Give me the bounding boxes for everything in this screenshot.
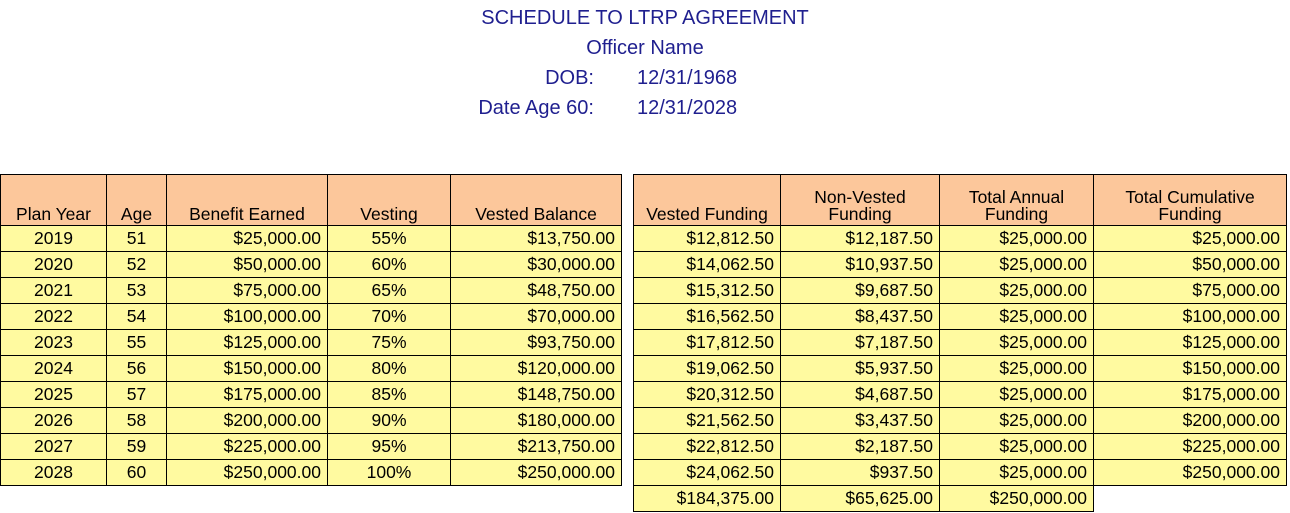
cell-age: 60 [107, 460, 167, 486]
column-header-benefit-earned: Benefit Earned [167, 175, 328, 226]
cell-age: 52 [107, 252, 167, 278]
cell-vesting: 85% [328, 382, 451, 408]
cell-vested-balance: $48,750.00 [451, 278, 622, 304]
cell-vesting: 70% [328, 304, 451, 330]
table-row [1, 460, 622, 486]
cell-total-cumulative-funding: $250,000.00 [1094, 460, 1287, 486]
cell-total-annual-funding: $25,000.00 [940, 304, 1094, 330]
dob-value: 12/31/1968 [637, 67, 738, 89]
cell-vested-balance: $13,750.00 [451, 226, 622, 252]
cell-plan-year: 2022 [1, 304, 107, 330]
cell-vested-balance: $120,000.00 [451, 356, 622, 382]
cell-non-vested-funding: $4,687.50 [781, 382, 940, 408]
cell-total-cumulative-funding: $25,000.00 [1094, 226, 1287, 252]
table-row [1, 434, 622, 460]
cell-total-cumulative-funding: $175,000.00 [1094, 382, 1287, 408]
cell-vested-funding: $21,562.50 [634, 408, 781, 434]
cell-total-annual-funding: $25,000.00 [940, 226, 1094, 252]
cell-vesting: 75% [328, 330, 451, 356]
cell-total-annual-funding: $25,000.00 [940, 252, 1094, 278]
column-header-plan-year: Plan Year [1, 175, 107, 226]
cell-total-cumulative-funding: $150,000.00 [1094, 356, 1287, 382]
header-line: Total Cumulative [1125, 187, 1255, 207]
cell-non-vested-funding: $8,437.50 [781, 304, 940, 330]
cell-total-annual-funding: $25,000.00 [940, 330, 1094, 356]
cell-vesting: 100% [328, 460, 451, 486]
cell-benefit-earned: $200,000.00 [167, 408, 328, 434]
cell-benefit-earned: $50,000.00 [167, 252, 328, 278]
table-row [634, 226, 1287, 252]
dob-label: DOB: [545, 67, 594, 89]
header-line: Funding [828, 204, 892, 224]
table-row [634, 460, 1287, 486]
cell-total-cumulative-funding: $100,000.00 [1094, 304, 1287, 330]
table-header-row [634, 175, 1287, 226]
table-row [634, 278, 1287, 304]
table-row [1, 382, 622, 408]
cell-vested-funding: $22,812.50 [634, 434, 781, 460]
cell-total-cumulative-funding: $225,000.00 [1094, 434, 1287, 460]
cell-total-annual-funding: $25,000.00 [940, 356, 1094, 382]
cell-non-vested-funding: $3,437.50 [781, 408, 940, 434]
cell-vested-balance: $250,000.00 [451, 460, 622, 486]
age60-label: Date Age 60: [478, 97, 594, 119]
table-row [1, 304, 622, 330]
cell-age: 58 [107, 408, 167, 434]
cell-non-vested-funding: $9,687.50 [781, 278, 940, 304]
cell-plan-year: 2019 [1, 226, 107, 252]
table-row [634, 356, 1287, 382]
header-line: Total Annual [968, 187, 1065, 207]
cell-vested-funding: $12,812.50 [634, 226, 781, 252]
table-row [634, 434, 1287, 460]
cell-total-annual-funding: $25,000.00 [940, 434, 1094, 460]
cell-benefit-earned: $125,000.00 [167, 330, 328, 356]
vesting-schedule-table [0, 174, 622, 486]
cell-vested-balance: $30,000.00 [451, 252, 622, 278]
cell-plan-year: 2026 [1, 408, 107, 434]
cell-plan-year: 2028 [1, 460, 107, 486]
table-row [1, 252, 622, 278]
cell-plan-year: 2023 [1, 330, 107, 356]
header-line: Non-Vested [814, 187, 906, 207]
cell-benefit-earned: $25,000.00 [167, 226, 328, 252]
cell-benefit-earned: $100,000.00 [167, 304, 328, 330]
cell-benefit-earned: $250,000.00 [167, 460, 328, 486]
table-header-row [1, 175, 622, 226]
cell-vested-funding: $19,062.50 [634, 356, 781, 382]
table-row [634, 408, 1287, 434]
cell-non-vested-funding: $10,937.50 [781, 252, 940, 278]
table-row [1, 278, 622, 304]
cell-plan-year: 2021 [1, 278, 107, 304]
cell-non-vested-funding: $937.50 [781, 460, 940, 486]
cell-vested-funding: $14,062.50 [634, 252, 781, 278]
age60-value: 12/31/2028 [637, 97, 738, 119]
cell-age: 57 [107, 382, 167, 408]
cell-non-vested-funding: $7,187.50 [781, 330, 940, 356]
cell-age: 59 [107, 434, 167, 460]
cell-vested-balance: $148,750.00 [451, 382, 622, 408]
cell-benefit-earned: $150,000.00 [167, 356, 328, 382]
table-row [1, 408, 622, 434]
cell-plan-year: 2024 [1, 356, 107, 382]
cell-benefit-earned: $225,000.00 [167, 434, 328, 460]
header-line: Vested Funding [646, 204, 768, 224]
cell-vesting: 80% [328, 356, 451, 382]
cell-age: 53 [107, 278, 167, 304]
header-line: Funding [984, 204, 1049, 224]
cell-age: 51 [107, 226, 167, 252]
cell-total-cumulative-funding: $200,000.00 [1094, 408, 1287, 434]
column-header-age: Age [107, 175, 167, 226]
cell-total-cumulative-funding: $125,000.00 [1094, 330, 1287, 356]
cell-total-cumulative-funding: $50,000.00 [1094, 252, 1287, 278]
column-header-non-vested-funding [781, 175, 940, 226]
cell-total-annual-funding: $25,000.00 [940, 382, 1094, 408]
cell-total-annual-funding: $25,000.00 [940, 408, 1094, 434]
cell-vested-funding: $16,562.50 [634, 304, 781, 330]
total-non-vested-funding: $65,625.00 [781, 486, 940, 512]
cell-age: 54 [107, 304, 167, 330]
cell-age: 56 [107, 356, 167, 382]
cell-vested-funding: $17,812.50 [634, 330, 781, 356]
cell-vested-funding: $20,312.50 [634, 382, 781, 408]
cell-benefit-earned: $175,000.00 [167, 382, 328, 408]
cell-vesting: 65% [328, 278, 451, 304]
column-header-total-annual-funding [940, 175, 1094, 226]
totals-row [634, 486, 1287, 512]
cell-plan-year: 2027 [1, 434, 107, 460]
officer-name: Officer Name [586, 37, 704, 59]
cell-vested-balance: $180,000.00 [451, 408, 622, 434]
table-row [1, 356, 622, 382]
cell-plan-year: 2020 [1, 252, 107, 278]
table-row [634, 304, 1287, 330]
cell-vested-funding: $15,312.50 [634, 278, 781, 304]
table-row [634, 330, 1287, 356]
cell-total-cumulative-funding: $75,000.00 [1094, 278, 1287, 304]
empty-cell [1094, 486, 1287, 512]
cell-total-annual-funding: $25,000.00 [940, 460, 1094, 486]
cell-vested-funding: $24,062.50 [634, 460, 781, 486]
cell-vested-balance: $213,750.00 [451, 434, 622, 460]
total-total-annual-funding: $250,000.00 [940, 486, 1094, 512]
column-header-vesting: Vesting [328, 175, 451, 226]
cell-vesting: 95% [328, 434, 451, 460]
document-title: SCHEDULE TO LTRP AGREEMENT [481, 7, 809, 29]
cell-vesting: 90% [328, 408, 451, 434]
column-header-vested-balance: Vested Balance [451, 175, 622, 226]
header-line: Funding [1158, 204, 1222, 224]
cell-total-annual-funding: $25,000.00 [940, 278, 1094, 304]
cell-non-vested-funding: $5,937.50 [781, 356, 940, 382]
column-header-total-cumulative-funding [1094, 175, 1287, 226]
cell-vesting: 55% [328, 226, 451, 252]
cell-non-vested-funding: $12,187.50 [781, 226, 940, 252]
total-vested-funding: $184,375.00 [634, 486, 781, 512]
table-row [634, 382, 1287, 408]
column-header-vested-funding [634, 175, 781, 226]
table-row [1, 330, 622, 356]
funding-schedule-table [633, 174, 1287, 512]
cell-benefit-earned: $75,000.00 [167, 278, 328, 304]
cell-non-vested-funding: $2,187.50 [781, 434, 940, 460]
cell-plan-year: 2025 [1, 382, 107, 408]
cell-vested-balance: $70,000.00 [451, 304, 622, 330]
cell-vesting: 60% [328, 252, 451, 278]
cell-age: 55 [107, 330, 167, 356]
cell-vested-balance: $93,750.00 [451, 330, 622, 356]
table-row [1, 226, 622, 252]
table-row [634, 252, 1287, 278]
